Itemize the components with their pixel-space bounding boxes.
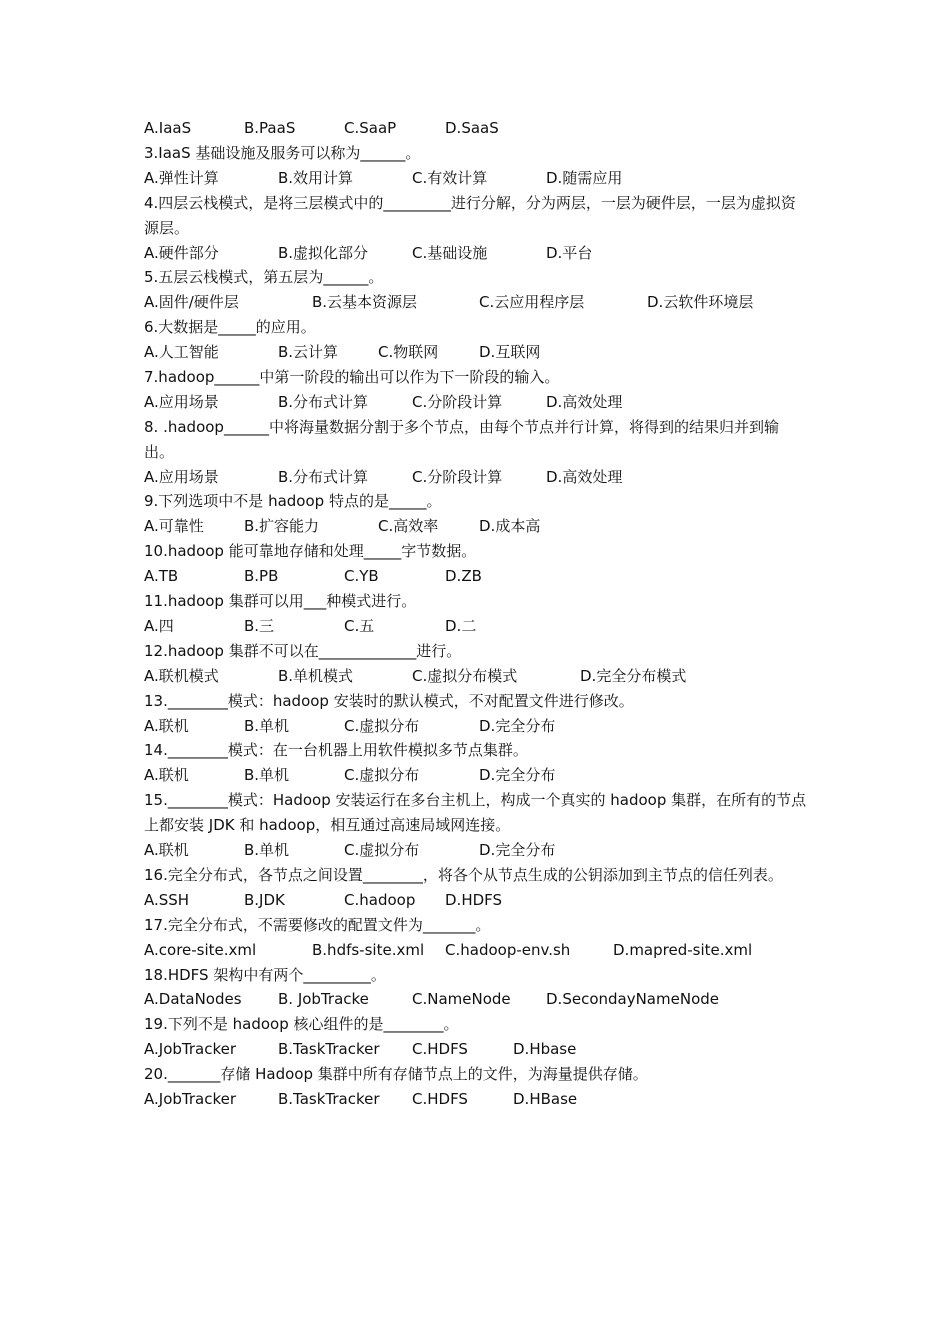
option-choice: A.core-site.xml: [144, 940, 257, 959]
option-choice: C.云应用程序层: [479, 293, 585, 312]
question-text: 4.四层云栈模式，是将三层模式中的_________进行分解，分为两层，一层为硬件层，一层为虚拟资源层。: [144, 193, 796, 237]
options-row: [144, 714, 808, 739]
option-choice: A.联机模式: [144, 666, 219, 685]
option-choice: B.分布式计算: [278, 392, 369, 411]
options-row: [144, 465, 808, 490]
option-choice: C.五: [344, 616, 375, 635]
options-row: [144, 564, 808, 589]
option-choice: B.hdfs-site.xml: [312, 940, 425, 959]
option-choice: B.云计算: [278, 343, 339, 362]
option-choice: A.应用场景: [144, 467, 219, 486]
option-choice: A.DataNodes: [144, 990, 242, 1009]
question-text: 16.完全分布式，各节点之间设置________，将各个从节点生成的公钥添加到主节点的信任列表。: [144, 865, 783, 884]
option-choice: B.PB: [244, 567, 279, 586]
option-choice: B.TaskTracker: [278, 1040, 380, 1059]
question-text: 8. .hadoop______中将海量数据分割于多个节点，由每个节点并行计算，将得到的结果归并到输出。: [144, 417, 779, 461]
question-text: 15.________模式：Hadoop 安装运行在多台主机上，构成一个真实的 hadoop 集群，在所有的节点上都安装 JDK 和 hadoop，相互通过高速局域网连接。: [144, 791, 807, 835]
options-row: [144, 290, 808, 315]
option-choice: A.联机: [144, 766, 189, 785]
options-row: [144, 390, 808, 415]
option-choice: A.四: [144, 616, 174, 635]
option-choice: C.虚拟分布: [344, 766, 420, 785]
option-choice: B.单机模式: [278, 666, 354, 685]
option-choice: B.扩容能力: [244, 517, 320, 536]
option-choice: A.可靠性: [144, 517, 204, 536]
question-text: 9.下列选项中不是 hadoop 特点的是_____。: [144, 492, 442, 511]
option-choice: A.JobTracker: [144, 1040, 236, 1059]
option-choice: D.完全分布模式: [580, 666, 687, 685]
option-choice: A.联机: [144, 716, 189, 735]
option-choice: D.互联网: [479, 343, 541, 362]
options-row: [144, 987, 808, 1012]
option-choice: D.随需应用: [546, 168, 623, 187]
option-choice: D.完全分布: [479, 841, 556, 860]
option-choice: C.基础设施: [412, 243, 488, 262]
option-choice: A.弹性计算: [144, 168, 219, 187]
option-choice: D.SaaS: [445, 119, 499, 137]
option-choice: D.HDFS: [445, 890, 503, 909]
option-choice: D.mapred-site.xml: [613, 940, 753, 959]
options-row: [144, 514, 808, 539]
option-choice: B.单机: [244, 766, 290, 785]
options-row: [144, 241, 808, 266]
option-choice: D.HBase: [513, 1090, 578, 1109]
question-text: 7.hadoop______中第一阶段的输出可以作为下一阶段的输入。: [144, 367, 560, 386]
option-choice: C.有效计算: [412, 168, 488, 187]
option-choice: A.TB: [144, 567, 179, 586]
options-row: [144, 116, 808, 141]
option-choice: D.云软件环境层: [647, 293, 754, 312]
option-choice: D.高效处理: [546, 392, 623, 411]
option-choice: B.PaaS: [244, 119, 296, 137]
option-choice: C.虚拟分布模式: [412, 666, 518, 685]
question-text: 14.________模式：在一台机器上用软件模拟多节点集群。: [144, 741, 528, 760]
option-choice: A.固件/硬件层: [144, 293, 239, 312]
options-row: [144, 166, 808, 191]
question-text: 13.________模式：hadoop 安装时的默认模式，不对配置文件进行修改。: [144, 691, 634, 710]
option-choice: B. JobTracke: [278, 990, 369, 1009]
option-choice: B.单机: [244, 716, 290, 735]
option-choice: D.成本高: [479, 517, 541, 536]
options-row: [144, 614, 808, 639]
question-text: 10.hadoop 能可靠地存储和处理_____字节数据。: [144, 542, 477, 561]
question-text: 11.hadoop 集群可以用___种模式进行。: [144, 592, 417, 611]
option-choice: B.云基本资源层: [312, 293, 418, 312]
option-choice: D.二: [445, 616, 477, 635]
option-choice: D.平台: [546, 243, 593, 262]
option-choice: C.hadoop: [344, 890, 416, 909]
options-row: [144, 340, 808, 365]
question-text: 5.五层云栈模式，第五层为______。: [144, 268, 384, 287]
option-choice: C.HDFS: [412, 1090, 468, 1109]
options-row: [144, 664, 808, 689]
question-text: 3.IaaS 基础设施及服务可以称为______。: [144, 143, 421, 162]
option-choice: C.hadoop-env.sh: [445, 940, 571, 959]
option-choice: C.SaaP: [344, 119, 397, 137]
option-choice: A.联机: [144, 841, 189, 860]
options-row: [144, 888, 808, 913]
option-choice: B.分布式计算: [278, 467, 369, 486]
question-text: 6.大数据是_____的应用。: [144, 318, 316, 337]
option-choice: D.Hbase: [513, 1040, 577, 1059]
option-choice: C.HDFS: [412, 1040, 468, 1059]
option-choice: D.ZB: [445, 567, 482, 586]
option-choice: A.硬件部分: [144, 243, 219, 262]
option-choice: B.单机: [244, 841, 290, 860]
question-text: 12.hadoop 集群不可以在_____________进行。: [144, 641, 462, 660]
options-row: [144, 763, 808, 788]
option-choice: C.NameNode: [412, 990, 511, 1009]
option-choice: B.虚拟化部分: [278, 243, 369, 262]
options-row: [144, 1037, 808, 1062]
question-text: 17.完全分布式，不需要修改的配置文件为_______。: [144, 915, 491, 934]
question-text: 20._______存储 Hadoop 集群中所有存储节点上的文件，为海量提供存储。: [144, 1065, 648, 1084]
option-choice: C.分阶段计算: [412, 467, 503, 486]
option-choice: C.虚拟分布: [344, 841, 420, 860]
question-text: 19.下列不是 hadoop 核心组件的是________。: [144, 1015, 459, 1034]
option-choice: C.虚拟分布: [344, 716, 420, 735]
option-choice: A.人工智能: [144, 343, 219, 362]
options-row: [144, 1087, 808, 1112]
option-choice: A.JobTracker: [144, 1090, 236, 1109]
option-choice: D.高效处理: [546, 467, 623, 486]
option-choice: B.JDK: [244, 890, 285, 909]
option-choice: B.效用计算: [278, 168, 354, 187]
option-choice: A.SSH: [144, 890, 190, 909]
option-choice: C.高效率: [378, 517, 439, 536]
option-choice: C.YB: [344, 567, 379, 586]
option-choice: A.应用场景: [144, 392, 219, 411]
option-choice: C.分阶段计算: [412, 392, 503, 411]
option-choice: D.完全分布: [479, 716, 556, 735]
option-choice: B.三: [244, 616, 275, 635]
question-text: 18.HDFS 架构中有两个_________。: [144, 965, 386, 984]
option-choice: D.完全分布: [479, 766, 556, 785]
options-row: [144, 838, 808, 863]
option-choice: D.SecondayNameNode: [546, 990, 719, 1009]
options-row: [144, 938, 808, 963]
document-body: [144, 116, 808, 1112]
option-choice: A.IaaS: [144, 119, 192, 137]
option-choice: B.TaskTracker: [278, 1090, 380, 1109]
option-choice: C.物联网: [378, 343, 439, 362]
